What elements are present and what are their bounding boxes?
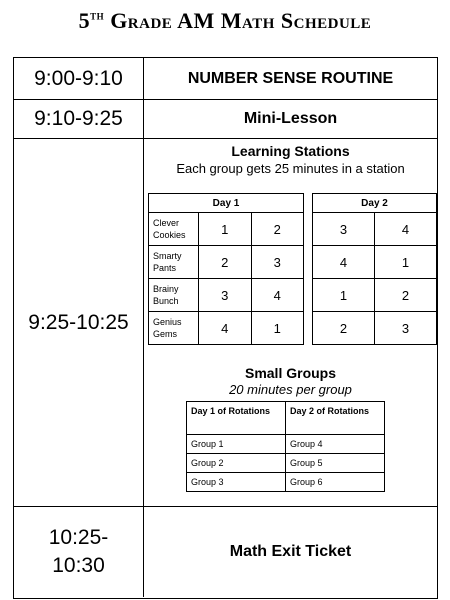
station-cell: 3	[199, 279, 252, 312]
table-row	[149, 312, 304, 345]
page-title: 5th Grade AM Math Schedule	[78, 7, 372, 33]
table-cell: Group 1	[187, 435, 286, 454]
station-cell: 1	[199, 213, 252, 246]
schedule-row	[14, 100, 437, 139]
table-row	[149, 246, 304, 279]
table-row	[313, 246, 437, 279]
station-cell: 4	[251, 279, 304, 312]
station-cell: 1	[313, 279, 375, 312]
day1-stations-table	[148, 193, 304, 345]
day1-header: Day 1	[149, 194, 304, 213]
activity-cell: NUMBER SENSE ROUTINE	[187, 69, 394, 87]
station-cell: 3	[313, 213, 375, 246]
table-cell: Group 6	[286, 473, 385, 492]
station-cell: 3	[251, 246, 304, 279]
schedule-row	[14, 139, 437, 507]
table-row	[149, 279, 304, 312]
day2-header: Day 2	[313, 194, 437, 213]
rotations-table	[186, 401, 385, 492]
activity-cell: Mini-Lesson	[243, 110, 338, 127]
table-cell: Group 2	[187, 454, 286, 473]
table-row	[313, 213, 437, 246]
group-name: Genius Gems	[149, 312, 199, 345]
station-cell: 4	[375, 213, 437, 246]
table-row	[187, 473, 385, 492]
table-cell: Group 4	[286, 435, 385, 454]
table-cell: Group 3	[187, 473, 286, 492]
stations-subtitle: Each group gets 25 minutes in a station	[176, 161, 405, 176]
group-name: Clever Cookies	[149, 213, 199, 246]
group-name: Smarty Pants	[149, 246, 199, 279]
column-header: Day 2 of Rotations	[286, 402, 385, 435]
small-groups-subtitle: 20 minutes per group	[229, 382, 352, 397]
time-cell: 10:25-10:30	[14, 507, 144, 597]
station-cell: 1	[251, 312, 304, 345]
day2-stations-table	[312, 193, 437, 345]
station-cell: 2	[199, 246, 252, 279]
activity-cell: Math Exit Ticket	[229, 543, 352, 560]
station-cell: 2	[313, 312, 375, 345]
time-cell: 9:00-9:10	[14, 58, 144, 99]
schedule-table	[13, 57, 438, 599]
group-name: Brainy Bunch	[149, 279, 199, 312]
station-cell: 4	[313, 246, 375, 279]
small-groups-title: Small Groups	[244, 365, 337, 381]
schedule-row	[14, 58, 437, 100]
station-cell: 2	[375, 279, 437, 312]
table-row	[313, 279, 437, 312]
station-cell: 3	[375, 312, 437, 345]
stations-title: Learning Stations	[231, 143, 350, 159]
table-row	[187, 435, 385, 454]
schedule-row	[14, 507, 437, 597]
station-cell: 1	[375, 246, 437, 279]
table-row	[149, 213, 304, 246]
station-cell: 2	[251, 213, 304, 246]
table-cell: Group 5	[286, 454, 385, 473]
station-cell: 4	[199, 312, 252, 345]
table-header-row	[187, 402, 385, 435]
column-header: Day 1 of Rotations	[187, 402, 286, 435]
time-cell: 9:25-10:25	[14, 139, 144, 506]
time-cell: 9:10-9:25	[14, 100, 144, 138]
table-row	[187, 454, 385, 473]
table-row	[313, 312, 437, 345]
